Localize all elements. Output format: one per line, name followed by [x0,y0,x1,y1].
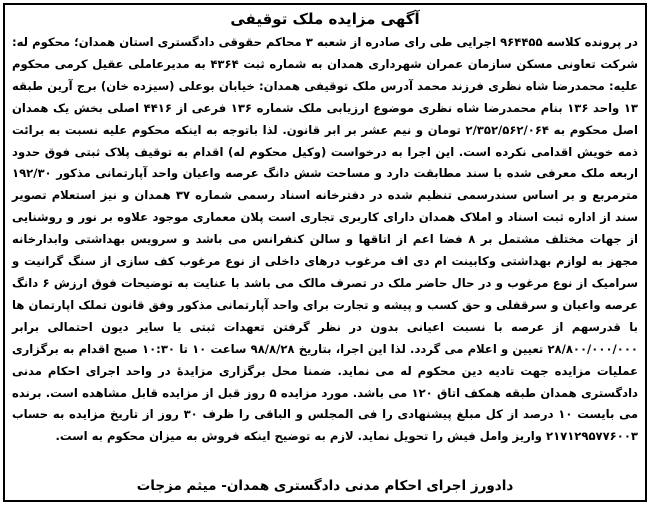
notice-signature: دادورز اجرای احکام مدنی دادگستری همدان- میثم مزجات [136,478,514,494]
notice-body [5,32,645,448]
notice-title: آگهی مزایده ملک توقیفی [230,10,420,28]
auction-notice [3,3,647,502]
notice-body-text: در پرونده کلاسه ۹۶۴۴۵۵ اجرایی طی رای صادره از شعبه ۳ محاکم حقوقی دادگستری استان همدان؛ محکوم له: شرکت تعاونی مسکن سازمان عمران شهرداری همدان به شماره ثبت ۴۳۶۴ به مدیرعاملی عقیل کرمی محکوم علیه: محمدرضا شاه نظری فرزند محمد آدرس ملک توقیفی همدان: خیابان بوعلی (سیزده خان) برج آرین طبقه ۱۳ واحد ۱۳۶ بنام محمدرضا شاه نظری موضوع ارزیابی ملک شماره ۱۳۶ فرعی از ۴۴۱۶ اصلی بخش یک همدان اصل محکوم به ۲/۳۵۲/۵۶۲/۰۶۴ تومان و نیم عشر بر ابر قانون. لذا باتوجه به اینکه محکوم علیه نسبت به برائت ذمه خویش اقدامی نکرده است. این اجرا به درخواست (وکیل محکوم له) اقدام به توقیف پلاک ثبتی فوق حدود اربعه ملک معرفی شده با سند مطابقت دارد و مساحت شش دانگ عرصه واعیان واحد آپارتمانی مذکور ۱۹۲/۳۰ مترمربع و بر اساس سندرسمی تنظیم شده در دفترخانه اسناد رسمی شماره ۳۷ همدان و نیز استعلام تصویر سند از اداره ثبت اسناد و املاک همدان دارای کاربری تجاری است پلان معماری موجود علاوه بر نور و روشنایی از جهات مختلف مشتمل بر ۸ فضا اعم از اتاقها و سالن کنفرانس می باشد و سرویس بهداشتی وابدارخانه مجهز به لوازم بهداشتی وکابینت ام دی اف مرغوب درهای داخلی از نوع مرغوب کف سازی از سنگ گرانیت و سرامیک از نوع مرغوب و در حال حاضر ملک در تصرف مالک می باشد با عنایت به توضیحات فوق ارزش ۶ دانگ عرصه واعیان و سرقفلی و حق کسب و پیشه و تجارت برای واحد آپارتمانی مذکور وفق قانون تملک اپارتمان ها با قدرسهم از عرصه با نسبت اعیانی بدون در نظر گرفتن تعهدات ثبتی یا سایر دیون احتمالی برابر ۲۸/۸۰۰/۰۰۰/۰۰۰ تعیین و اعلام می گردد. لذا این اجرا، بتاریخ ۹۸/۸/۲۸ ساعت ۱۰ تا ۱۰:۳۰ صبح اقدام به برگزاری عملیات مزایده جهت تادیه دین محکوم له می نماید. ضمنا محل برگزاری مزایدهٔ در واحد اجرای احکام مدنی دادگستری همدان طبقه همکف اتاق ۱۲۰ می باشد. مورد مزایده ۵ روز قبل از مزایده قابل مشاهده است. برنده می بایست ۱۰ درصد از کل مبلغ پیشنهادی را فی المجلس و الباقی را ظرف ۳۰ روز از تاریخ مزایده به حساب ۲۱۷۱۲۹۵۷۷۶۰۰۳ واریز وامل فیش را تحویل نماید. لازم به توضیح اینکه فروش به میزان محکوم به است. [12,35,638,444]
